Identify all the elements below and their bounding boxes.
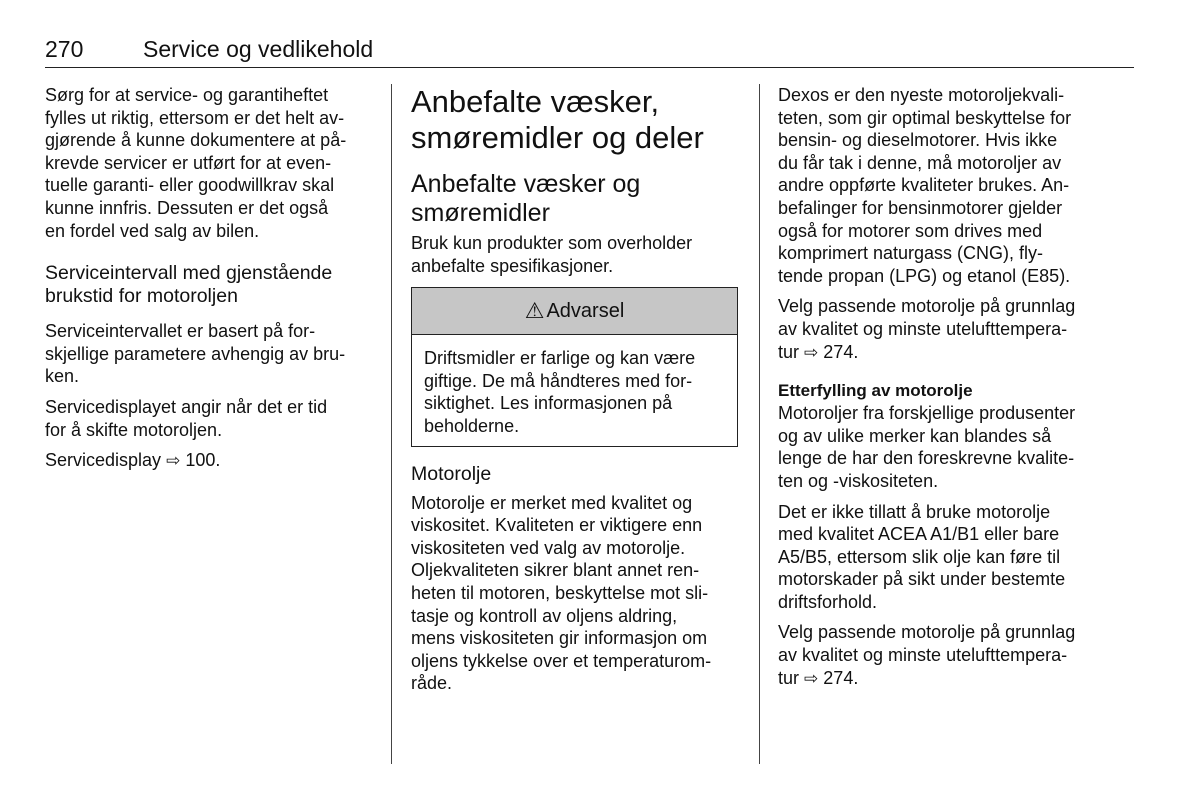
paragraph: Det er ikke tillatt å bruke motorolje med kvalitet ACEA A1/B1 eller bare A5/B5, ettersom slik olje kan føre til motorskader på sikt under bestemte driftsforhold.	[778, 501, 1066, 612]
paragraph: Velg passende motorolje på grunnlag av kvalitet og minste utelufttempera- tur ⇨ 274.	[778, 622, 1076, 688]
intro-paragraph: Sørg for at service- og garantiheftet fylles ut riktig, ettersom er det helt av- gjørende å kunne dokumentere at på- krevde servicer er utført for at even- tuelle garanti- eller goodwillkrav skal kunne innfris. Dessuten er det også en fordel ved salg av bilen.	[45, 85, 347, 241]
column-right	[778, 84, 1113, 698]
warning-box	[411, 287, 738, 446]
intro-paragraph: Bruk kun produkter som overholder anbefalte spesifikasjoner.	[411, 233, 693, 276]
page-reference-arrow-icon: ⇨	[804, 342, 819, 362]
section-title: Anbefalte væsker og smøremidler	[411, 170, 641, 227]
paragraph: Dexos er den nyeste motoroljekvali- teten, som gir optimal beskyttelse for bensin- og dieselmotorer. Hvis ikke du får tak i denne, må motoroljer av andre oppførte kvaliteter brukes. An- befalinger for bensinmotorer gjelder også for motorer som drives med komprimert naturgass (CNG), fly- tende propan (LPG) og etanol (E85).	[778, 85, 1072, 286]
column-divider	[759, 84, 760, 764]
paragraph: Motorolje er merket med kvalitet og viskositet. Kvaliteten er viktigere enn viskositeten ved valg av motorolje. Oljekvaliteten sikrer blant annet ren- heten til motoren, beskyttelse mot sli- tasje og kontroll av oljens aldring, mens viskositeten gir informasjon om oljens tykkelse over et temperaturom- råde.	[411, 492, 712, 694]
paragraph: Servicedisplayet angir når det er tid for å skifte motoroljen.	[45, 396, 328, 440]
section-heading: Serviceintervall med gjenstående brukstid for motoroljen	[45, 262, 333, 308]
page-reference-arrow-icon: ⇨	[804, 668, 819, 688]
paragraph: Motoroljer fra forskjellige produsenter og av ulike merker kan blandes så lenge de har den foreskrevne kvalite- ten og -viskositeten.	[778, 403, 1076, 491]
paragraph: Velg passende motorolje på grunnlag av kvalitet og minste utelufttempera- tur ⇨ 274.	[778, 296, 1076, 362]
page-number: 270	[45, 36, 84, 62]
page-reference-arrow-icon: ⇨	[166, 451, 181, 471]
column-middle	[411, 84, 741, 703]
subsection-heading: Etterfylling av motorolje	[778, 381, 973, 401]
page-title: Service og vedlikehold	[143, 36, 374, 62]
section-heading: Motorolje	[411, 462, 492, 485]
column-divider	[391, 84, 392, 764]
page-header	[45, 33, 1134, 68]
column-left	[45, 84, 380, 481]
paragraph: Serviceintervallet er basert på for- skjellige parametere avhengig av bru- ken.	[45, 321, 346, 387]
warning-header	[412, 288, 737, 335]
warning-body: Driftsmidler er farlige og kan være giftige. De må håndteres med for- siktighet. Les informasjonen på beholderne.	[424, 348, 696, 436]
warning-label: Advarsel	[546, 299, 625, 322]
warning-triangle-icon: ⚠	[524, 298, 545, 324]
chapter-title: Anbefalte væsker, smøremidler og deler	[411, 84, 704, 155]
cross-reference: Servicedisplay ⇨ 100.	[45, 450, 221, 471]
